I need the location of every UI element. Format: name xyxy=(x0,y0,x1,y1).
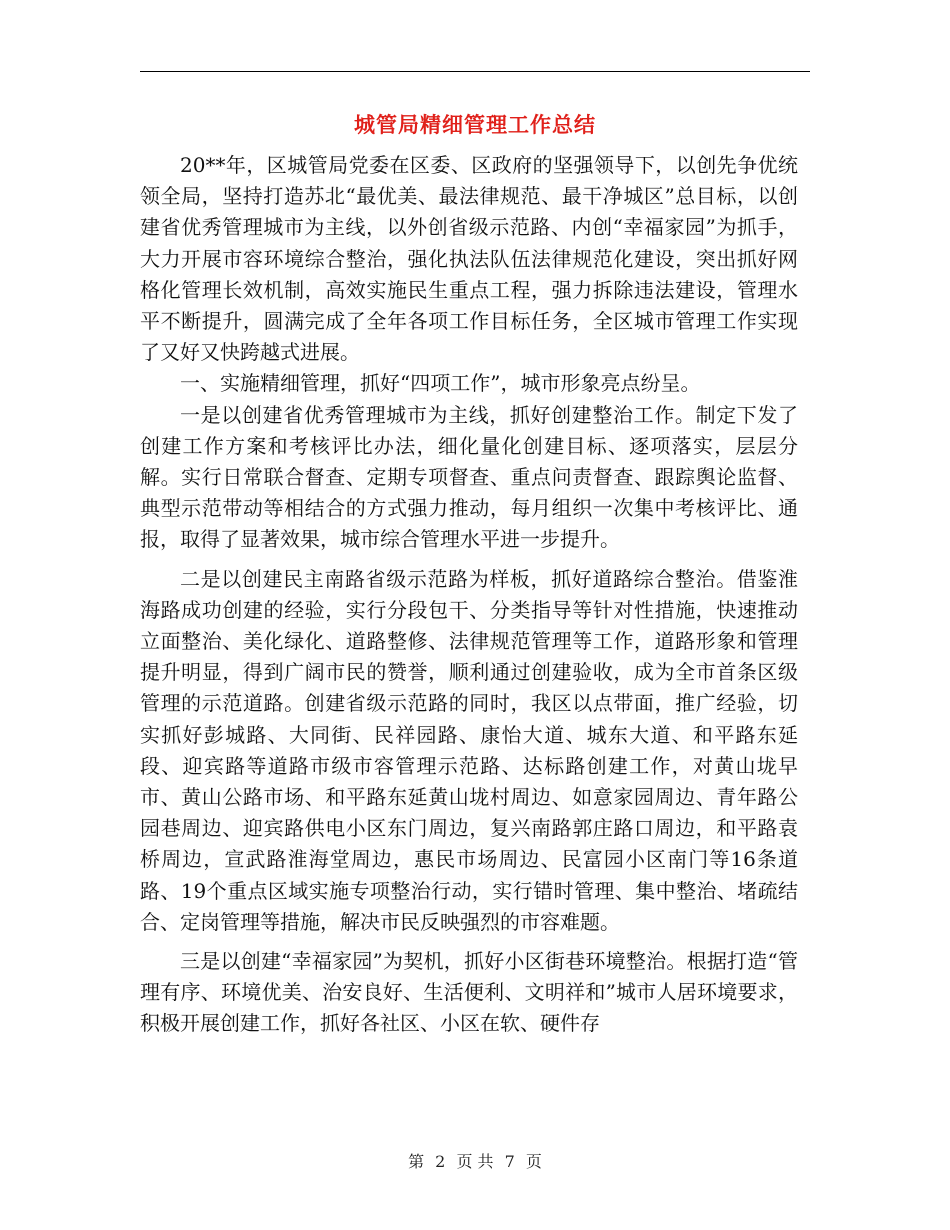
paragraph-item-2: 二是以创建民主南路省级示范路为样板，抓好道路综合整治。借鉴淮海路成功创建的经验，实行分段包干、分类指导等针对性措施，快速推动立面整治、美化绿化、道路整修、法律规范管理等工作，道路形象和管理提升明显，得到广阔市民的赞誉，顺利通过创建验收，成为全市首条区级管理的示范道路。创建省级示范路的同时，我区以点带面，推广经验，切实抓好彭城路、大同街、民祥园路、康怡大道、城东大道、和平路东延段、迎宾路等道路市级市容管理示范路、达标路创建工作，对黄山垅早市、黄山公路市场、和平路东延黄山垅村周边、如意家园周边、青年路公园巷周边、迎宾路供电小区东门周边，复兴南路郭庄路口周边，和平路袁桥周边，宣武路淮海堂周边，惠民市场周边、民富园小区南门等16条道路、19个重点区域实施专项整治行动，实行错时管理、集中整治、堵疏结合、定岗管理等措施，解决市民反映强烈的市容难题。 xyxy=(140,566,798,934)
page-number-suffix: 页 xyxy=(525,1152,542,1171)
document-title: 城管局精细管理工作总结 xyxy=(354,113,596,137)
paragraph-item-1: 一是以创建省优秀管理城市为主线，抓好创建整治工作。制定下发了创建工作方案和考核评比办法，细化量化创建目标、逐项落实，层层分解。实行日常联合督查、定期专项督查、重点问责督查、跟踪舆论监督、典型示范带动等相结合的方式强力推动，每月组织一次集中考核评比、通报，取得了显著效果，城市综合管理水平进一步提升。 xyxy=(140,402,798,552)
page-number-current: 2 xyxy=(435,1152,446,1171)
page-number xyxy=(0,1150,950,1174)
paragraph-intro: 20**年，区城管局党委在区委、区政府的坚强领导下，以创先争优统领全局，坚持打造苏北“最优美、最法律规范、最干净城区”总目标，以创建省优秀管理城市为主线，以外创省级示范路、内创“幸福家园”为抓手，大力开展市容环境综合整治，强化执法队伍法律规范化建设，突出抓好网格化管理长效机制，高效实施民生重点工程，强力拆除违法建设，管理水平不断提升，圆满完成了全年各项工作目标任务，全区城市管理工作实现了又好又快跨越式进展。 xyxy=(140,153,798,365)
section-heading-1: 一、实施精细管理，抓好“四项工作”，城市形象亮点纷呈。 xyxy=(180,371,701,396)
paragraph-item-3: 三是以创建“幸福家园”为契机，抓好小区街巷环境整治。根据打造“管理有序、环境优美、治安良好、生活便利、文明祥和”城市人居环境要求，积极开展创建工作，抓好各社区、小区在软、硬件存 xyxy=(140,949,798,1036)
page-number-middle: 页 共 xyxy=(456,1152,494,1171)
page-number-prefix: 第 xyxy=(408,1152,425,1171)
header-rule xyxy=(140,71,810,72)
document-body xyxy=(140,150,798,1040)
page-number-total: 7 xyxy=(504,1152,515,1171)
